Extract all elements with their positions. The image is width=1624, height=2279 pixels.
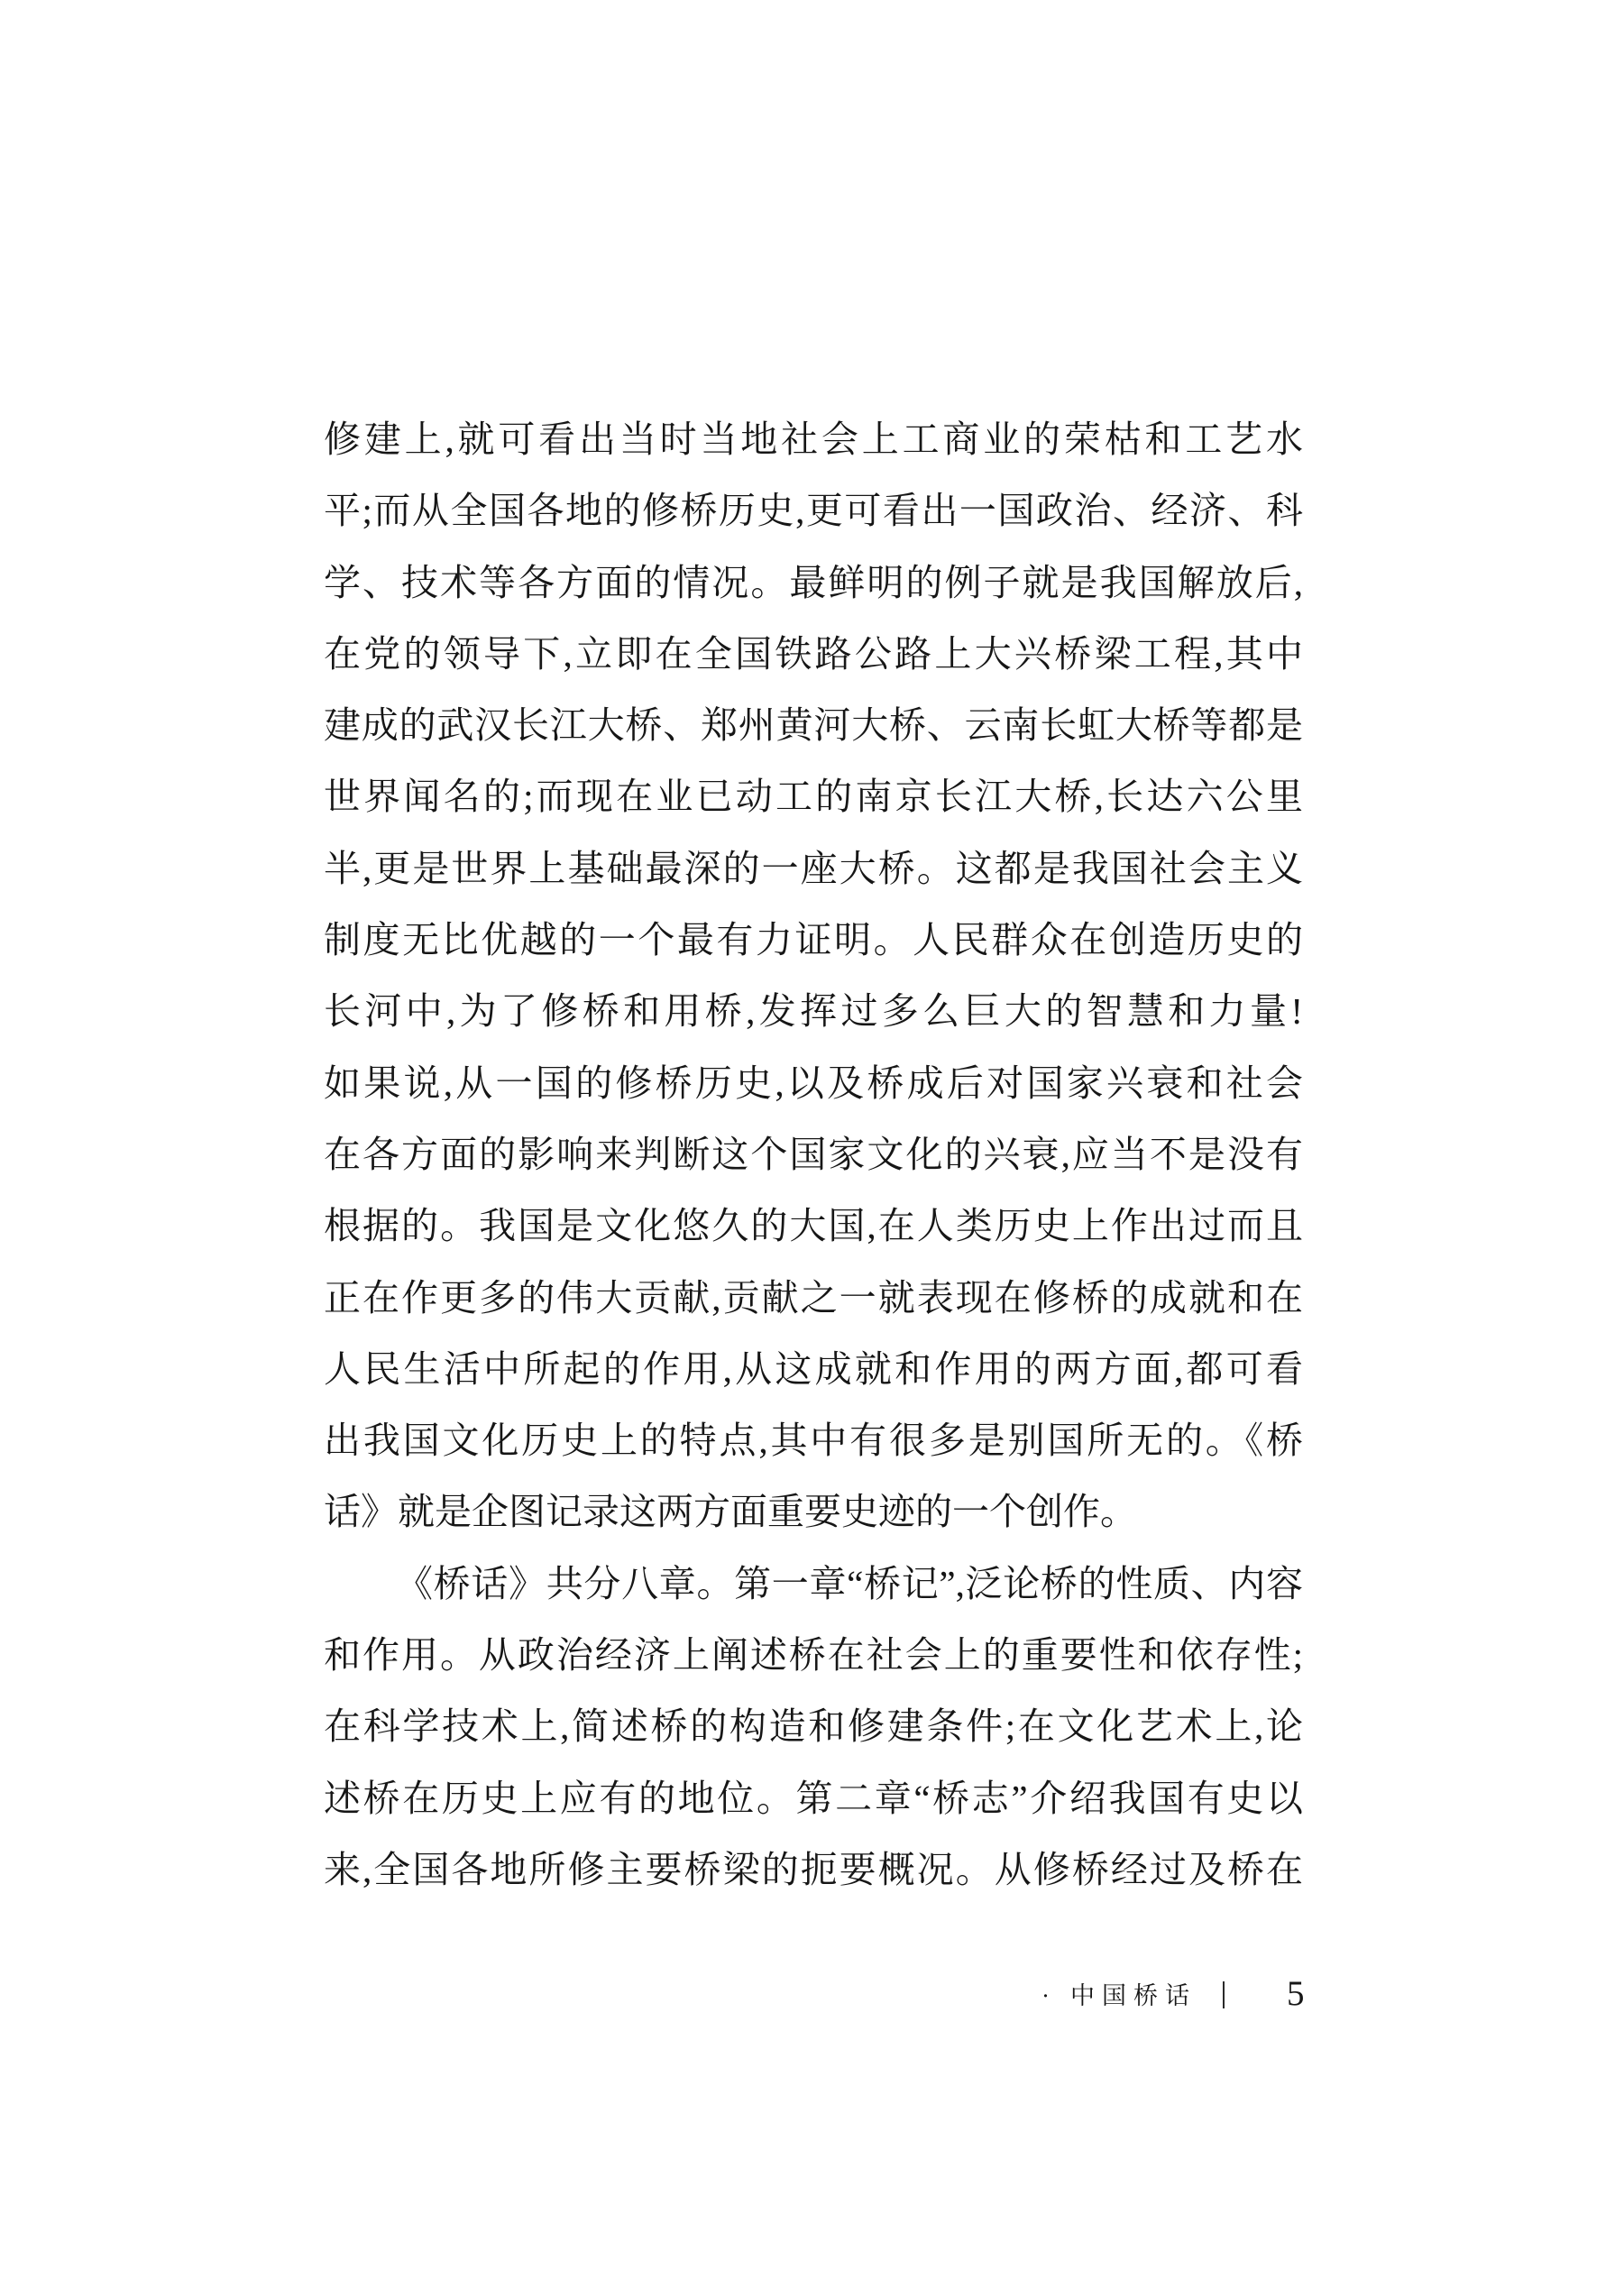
text-line: 《桥话》共分八章。第一章“桥记”,泛论桥的性质、内容 (396, 1562, 1303, 1604)
separator-dot: · (1041, 1982, 1050, 2009)
text-line: 在科学技术上,简述桥的构造和修建条件;在文化艺术上,论 (324, 1705, 1303, 1748)
text-line: 制度无比优越的一个最有力证明。人民群众在创造历史的 (324, 919, 1303, 961)
text-block (324, 404, 1303, 1906)
text-line: 正在作更多的伟大贡献,贡献之一就表现在修桥的成就和在 (324, 1276, 1303, 1319)
text-line: 在党的领导下,立即在全国铁路公路上大兴桥梁工程,其中 (324, 632, 1303, 675)
text-line: 人民生活中所起的作用,从这成就和作用的两方面,都可看 (324, 1347, 1303, 1390)
text-line: 长河中,为了修桥和用桥,发挥过多么巨大的智慧和力量! (324, 990, 1303, 1033)
text-line: 半,更是世界上基础最深的一座大桥。这都是我国社会主义 (324, 847, 1303, 889)
text-line: 述桥在历史上应有的地位。第二章“桥志”介绍我国有史以 (324, 1777, 1303, 1819)
page-number: 5 (1287, 1974, 1305, 2013)
text-line: 平;而从全国各地的修桥历史,更可看出一国政治、经济、科 (324, 490, 1303, 532)
text-line: 根据的。我国是文化悠久的大国,在人类历史上作出过而且 (324, 1205, 1303, 1247)
text-line: 修建上,就可看出当时当地社会上工商业的荣枯和工艺水 (324, 418, 1303, 460)
footer-divider (1223, 1981, 1225, 2008)
text-line: 学、技术等各方面的情况。最鲜明的例子就是我国解放后, (324, 561, 1303, 603)
text-line: 和作用。从政治经济上阐述桥在社会上的重要性和依存性; (324, 1634, 1303, 1677)
paragraph-2 (324, 1548, 1303, 1906)
paragraph-1 (324, 404, 1303, 1548)
text-line: 话》就是企图记录这两方面重要史迹的一个创作。 (324, 1491, 1137, 1533)
text-line: 出我国文化历史上的特点,其中有很多是别国所无的。《桥 (324, 1420, 1303, 1462)
text-line: 世界闻名的;而现在业已动工的南京长江大桥,长达六公里 (324, 776, 1303, 818)
text-line: 如果说,从一国的修桥历史,以及桥成后对国家兴衰和社会 (324, 1061, 1303, 1104)
text-line: 在各方面的影响来判断这个国家文化的兴衰,应当不是没有 (324, 1133, 1303, 1175)
text-line: 建成的武汉长江大桥、郑州黄河大桥、云南长虹大桥等都是 (324, 704, 1303, 747)
text-line: 来,全国各地所修主要桥梁的扼要概况。从修桥经过及桥在 (324, 1848, 1303, 1890)
running-title: 中国桥话 (1070, 1982, 1197, 2009)
